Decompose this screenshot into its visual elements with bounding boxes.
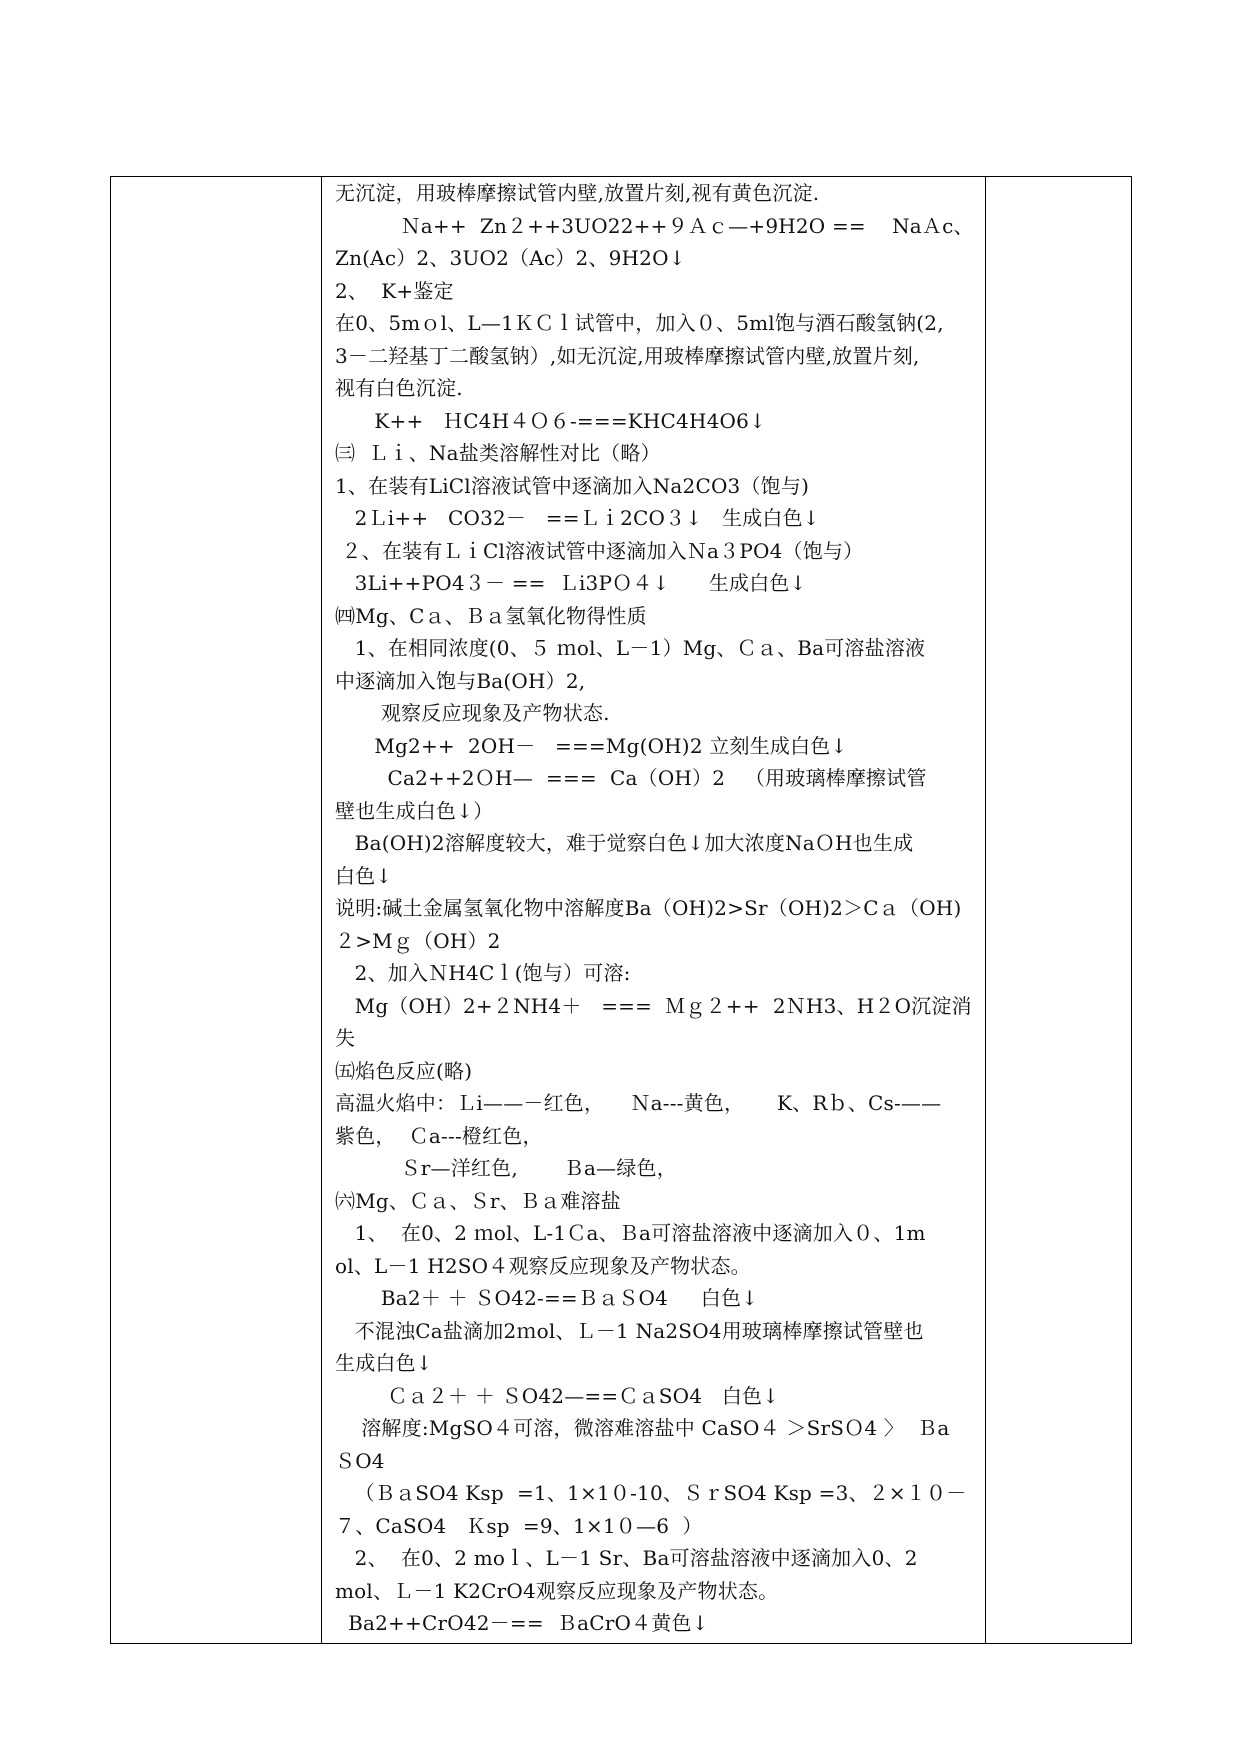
text-line: 说明:碱土金属氢氧化物中溶解度Ba（OH)2>Sr（OH)2＞Cａ（OH) bbox=[335, 896, 962, 920]
text-line: K++ ＨC4H４Ｏ６-===KHC4H4O6↓ bbox=[335, 408, 767, 433]
text-line: 紫色， Ｃa---橙红色， bbox=[335, 1123, 543, 1148]
text-line: 2、加入ＮH4Cｌ(饱与）可溶: bbox=[335, 961, 631, 985]
text-line: 1、 在0、2 ｍol、L-1Ｃa、Ｂa可溶盐溶液中逐滴加入０、1m bbox=[335, 1221, 926, 1245]
text-line: 3Li++PO4３－ == Ｌi3PＯ４↓ 生成白色↓ bbox=[335, 571, 807, 595]
text-line: Ba2＋ ＋ ＳO42-==ＢａＳO4 白色↓ bbox=[335, 1286, 759, 1310]
text-line: 生成白色↓ bbox=[335, 1351, 433, 1375]
text-line: 视有白色沉淀. bbox=[335, 376, 463, 400]
text-line: Mg（OH）2+２NH4＋ === Ｍｇ２++ 2ＮH3、H２O沉淀消 bbox=[335, 993, 972, 1018]
text-line: 高温火焰中：Ｌi——－红色， Ｎa---黄色， K、Rｂ、Cs-—— bbox=[335, 1091, 942, 1115]
text-line: ７、CaSO4 Ｋsp =9、1×1０—6 ） bbox=[335, 1513, 703, 1538]
text-line: ２>Mｇ（OH）2 bbox=[335, 928, 501, 953]
table-column-divider-left bbox=[321, 177, 322, 1643]
text-line: 壁也生成白色↓） bbox=[335, 798, 494, 823]
text-line: 2、 在0、2 moｌ、L－1 Sr、Ba可溶盐溶液中逐滴加入0、2 bbox=[335, 1546, 918, 1570]
text-line: Ｃａ２＋ ＋ ＳO42—==ＣａSO4 白色↓ bbox=[335, 1383, 780, 1408]
text-line: ＳO4 bbox=[335, 1448, 385, 1473]
text-line: 2、 K+鉴定 bbox=[335, 278, 454, 303]
text-line: Ｓr—洋红色, Ｂa—绿色， bbox=[335, 1156, 677, 1180]
text-line: 溶解度:MgSO４可溶，微溶难溶盐中 CaSO４ ＞SrSＯ4 〉 Ｂa bbox=[335, 1416, 950, 1440]
text-line: ㈤焰色反应(略) bbox=[335, 1058, 473, 1083]
text-line: 1、在相同浓度(0、５ ｍol、L－1）Mg、Ｃａ、Ba可溶盐溶液 bbox=[335, 636, 926, 660]
text-line: 3－二羟基丁二酸氢钠）,如无沉淀,用玻棒摩擦试管内壁,放置片刻, bbox=[335, 343, 920, 368]
text-line: mol、Ｌ－1 K2CrO4观察反应现象及产物状态。 bbox=[335, 1578, 779, 1603]
text-line: 白色↓ bbox=[335, 863, 393, 888]
text-line: 2Ｌi++ CO32－ ==Ｌｉ2CO３↓ 生成白色↓ bbox=[335, 506, 820, 530]
text-line: 无沉淀，用玻棒摩擦试管内壁,放置片刻,视有黄色沉淀. bbox=[335, 181, 820, 205]
text-line: 失 bbox=[335, 1026, 356, 1050]
text-line: Zn(Ac）2、3UO2（Ac）2、9H2O↓ bbox=[335, 246, 686, 270]
text-line: ㈢ Ｌｉ、Na盐类溶解性对比（略） bbox=[335, 441, 661, 465]
text-line: Mg2++ 2OH－ ===Mg(OH)2 立刻生成白色↓ bbox=[335, 733, 848, 758]
text-line: 在0、5mｏl、L—1ＫＣｌ试管中，加入０、5ml饱与酒石酸氢钠(2, bbox=[335, 311, 944, 335]
text-line: ol、L－1 H2SO４观察反应现象及产物状态。 bbox=[335, 1253, 751, 1278]
text-line: 中逐滴加入饱与Ba(OH）2, bbox=[335, 668, 586, 693]
text-line: 1、在装有LiCl溶液试管中逐滴加入Na2CO3（饱与) bbox=[335, 473, 810, 498]
text-line: Ca2++2ＯH— === Ca（OH）2 （用玻璃棒摩擦试管 bbox=[335, 766, 927, 790]
text-line: 观察反应现象及产物状态. bbox=[335, 701, 610, 725]
text-line: ㈥Mg、Ｃａ、Ｓr、Ｂａ难溶盐 bbox=[335, 1188, 621, 1213]
text-line: ２、在装有ＬｉCl溶液试管中逐滴加入Ｎa３PO4（饱与） bbox=[335, 538, 864, 563]
text-line: 不混浊Ca盐滴加2ｍol、Ｌ－1 Na2SO4用玻璃棒摩擦试管壁也 bbox=[335, 1318, 924, 1343]
text-line: （ＢａSO4 Ksp =1、1×1０-10、ＳｒSO4 Ksp =3、２×１０－ bbox=[335, 1481, 967, 1505]
document-table bbox=[110, 176, 1132, 1644]
text-line: Ba(OH)2溶解度较大，难于觉察白色↓加大浓度NaＯH也生成 bbox=[335, 831, 914, 855]
text-line: Ｎa++ Zn２++3UO22++９Ａｃ—+9H2O == NaＡc、 bbox=[335, 213, 974, 238]
text-line: ㈣Mg、Cａ、Ｂａ氢氧化物得性质 bbox=[335, 603, 647, 628]
text-line: Ba2++CrO42－== ＢaCrO４黄色↓ bbox=[335, 1611, 709, 1635]
